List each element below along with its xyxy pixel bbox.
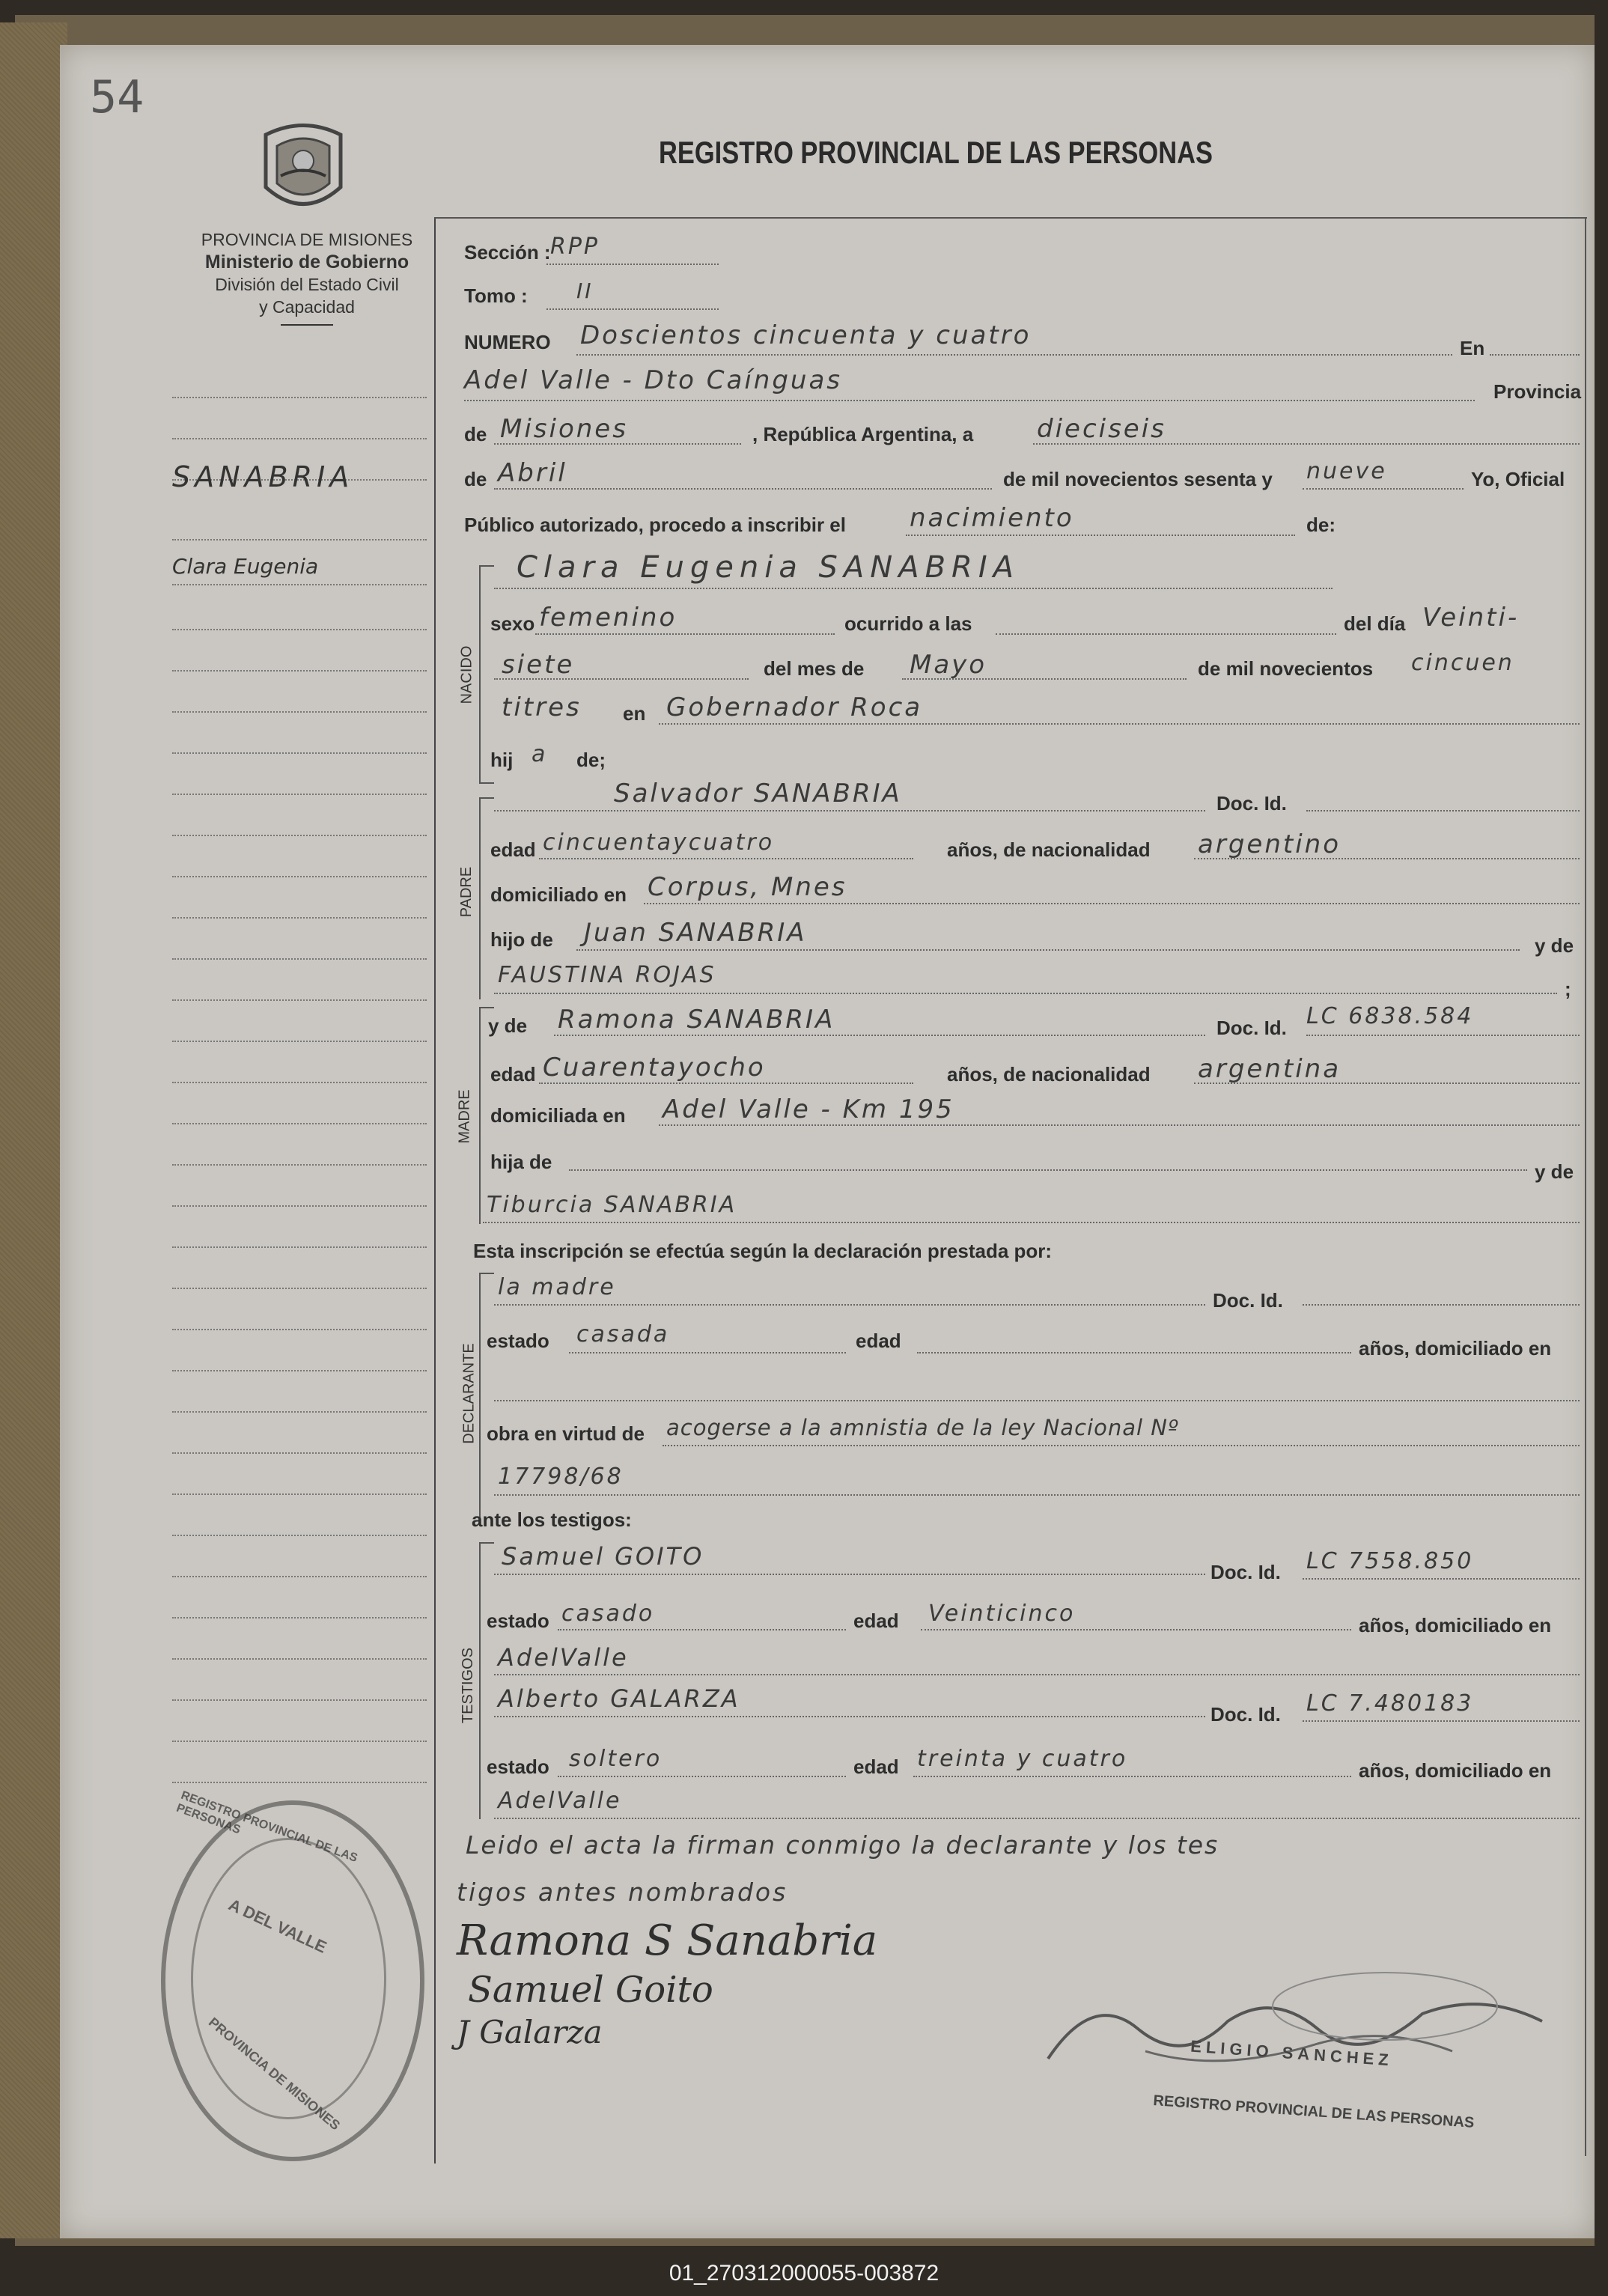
madre-section-label: MADRE [456,1089,473,1144]
testigo-1-doc-line [1303,1578,1580,1580]
padre-mother-line [494,993,1557,994]
acto-line [906,535,1295,536]
testigo-2-dom-label: años, domiciliado en [1359,1759,1552,1782]
testigo-1-edad-line [921,1629,1351,1630]
office-divider [281,324,333,326]
testigo-1-dom-label: años, domiciliado en [1359,1614,1552,1636]
madre-dom-value: Adel Valle - Km 195 [663,1094,954,1124]
day-of-birth-a: Veinti- [1422,603,1520,633]
testigo-2-dom-line [494,1818,1580,1819]
testigo-2-edad-label: edad [853,1756,899,1778]
margin-given-names: Clara Eugenia [172,554,319,579]
padre-doc-line [1306,810,1580,811]
testigo-2-edad: treinta y cuatro [917,1746,1128,1772]
de-colon-label: de: [1306,514,1336,536]
ocurrido-label: ocurrido a las [844,612,972,635]
mil-label: de mil novecientos [1198,657,1374,680]
madre-hija-label: hija de [490,1151,552,1173]
madre-doc-line [1306,1035,1580,1036]
declarante-doc-label: Doc. Id. [1213,1289,1283,1312]
stamp-ring-text: REGISTRO PROVINCIAL DE LAS PERSONAS [174,1788,359,1866]
closing-line-2: tigos antes nombrados [457,1878,788,1907]
padre-mother: FAUSTINA ROJAS [498,962,716,988]
padre-father: Juan SANABRIA [584,918,807,948]
declarante-obra-label: obra en virtud de [487,1422,645,1445]
declarante-edad-line [917,1352,1351,1353]
declarante-who-line [494,1304,1205,1306]
lugar-nacimiento: Gobernador Roca [666,692,923,722]
madre-y-de-label: y de [488,1014,528,1037]
padre-nac-label: años, de nacionalidad [947,838,1151,861]
page-title: REGISTRO PROVINCIAL DE LAS PERSONAS [659,135,1213,170]
issuing-office [150,228,464,326]
numero-line [576,354,1452,356]
official-registry-stamp: REGISTRO PROVINCIAL DE LAS PERSONAS [1152,2092,1475,2131]
madre-doc-value: LC 6838.584 [1306,1003,1474,1029]
testigo-2-dom: AdelValle [498,1788,622,1814]
seccion-line [546,264,719,265]
sexo-value: femenino [539,603,677,633]
margin-divider [434,217,436,2163]
declarante-bracket [479,1273,481,1520]
declarante-edad-label: edad [856,1330,901,1352]
oficial-label: Yo, Oficial [1471,468,1565,490]
testigo-1-edad: Veinticinco [928,1601,1076,1627]
padre-name-line [494,810,1205,811]
testigos-bracket [479,1542,481,1819]
nacido-bracket-bottom [479,782,494,784]
publico-label: Público autorizado, procedo a inscribir el [464,514,846,536]
mes-line [902,678,1187,680]
del-dia-label: del día [1344,612,1406,635]
anio-value-a: cincuen [1411,650,1514,676]
madre-edad-label: edad [490,1063,536,1085]
testigos-section-label: TESTIGOS [460,1647,477,1724]
year-label: de mil novecientos sesenta y [1003,468,1273,490]
signature-ramona: Ramona S Sanabria [457,1916,878,1965]
day-of-birth-b: siete [502,650,575,680]
place-value: Adel Valle - Dto Caínguas [464,365,842,395]
sexo-label: sexo [490,612,535,635]
en-label: En [1460,337,1485,359]
form-top-border [434,217,1587,219]
numero-label: NUMERO [464,331,551,353]
testigo-1-estado-line [558,1629,846,1630]
office-division: División del Estado Civil [215,275,399,294]
en-line [1490,354,1580,356]
testigo-2-name: Alberto GALARZA [498,1684,740,1713]
padre-edad-line [539,858,913,859]
day-line [1033,443,1580,445]
margin-surname: SANABRIA [172,460,354,493]
office-ministry: Ministerio de Gobierno [204,252,409,272]
official-name-stamp: ELIGIO SANCHEZ [1190,2036,1394,2070]
padre-semicolon: ; [1565,978,1571,1000]
numero-value: Doscientos cincuenta y cuatro [580,320,1032,350]
testigos-bracket-top [479,1542,494,1544]
testigo-2-doc-label: Doc. Id. [1210,1703,1281,1726]
place-line [464,400,1475,401]
madre-bracket [479,1007,481,1224]
madre-nac-line [1194,1082,1580,1084]
sexo-line [535,633,835,635]
hour-line [996,633,1336,635]
padre-doc-label: Doc. Id. [1216,792,1287,814]
testigo-2-doc-line [1303,1720,1580,1722]
declarante-dom-label: años, domiciliado en [1359,1337,1552,1359]
declarante-dom-line [494,1400,1580,1401]
hij-value: a [532,741,548,767]
declarante-bracket-top [479,1273,494,1274]
declarante-section-label: DECLARANTE [460,1343,478,1444]
testigos-intro: ante los testigos: [472,1508,632,1531]
testigo-1-doc-label: Doc. Id. [1210,1561,1281,1583]
provincia-value: Misiones [500,414,628,444]
nacido-bracket [479,565,481,782]
declarante-obra-value-2: 17798/68 [498,1464,624,1490]
madre-mother-line [483,1222,1580,1223]
declarante-obra-value: acogerse a la amnistia de la ley Nacional Nº [666,1415,1179,1440]
madre-nac-value: argentina [1198,1054,1341,1084]
declarante-obra-line-2 [494,1494,1580,1496]
signature-samuel: Samuel Goito [468,1969,713,2011]
office-province: PROVINCIA DE MISIONES [201,230,413,249]
provincia-line [494,443,741,445]
madre-nac-label: años, de nacionalidad [947,1063,1151,1085]
padre-edad-label: edad [490,838,536,861]
acto-value: nacimiento [910,503,1074,533]
padre-hijo-label: hijo de [490,928,553,951]
padre-dom-value: Corpus, Mnes [648,872,847,902]
en-label-2: en [623,702,646,725]
year-line [1303,488,1464,490]
year-value: nueve [1306,458,1387,484]
testigo-1-name: Samuel GOITO [502,1542,704,1571]
madre-edad-value: Cuarentayocho [543,1053,766,1082]
testigo-1-dom-line [494,1674,1580,1675]
image-filename: 01_270312000055-003872 [669,2261,939,2286]
testigo-2-edad-line [913,1776,1351,1777]
declarante-estado-label: estado [487,1330,549,1352]
padre-y-de-label: y de [1535,934,1574,957]
seccion-label: Sección : [464,241,551,264]
padre-nac-line [1194,858,1580,859]
madre-doc-label: Doc. Id. [1216,1017,1287,1039]
nacido-bracket-top [479,565,494,567]
declarante-estado-line [569,1352,846,1353]
madre-name-line [554,1035,1205,1036]
padre-dom-label: domiciliado en [490,883,627,906]
day-value: dieciseis [1037,414,1166,444]
testigo-2-estado-label: estado [487,1756,549,1778]
testigo-1-edad-label: edad [853,1610,899,1632]
declarante-who: la madre [498,1274,616,1300]
seccion-value: RPP [550,234,600,260]
closing-line-1: Leido el acta la firman conmigo la declarante y los tes [466,1830,1219,1860]
declarante-intro: Esta inscripción se efectúa según la declaración prestada por: [473,1240,1053,1262]
republica-label: , República Argentina, a [752,423,974,445]
testigo-2-estado-line [558,1776,846,1777]
padre-nac-value: argentino [1198,829,1341,859]
padre-dom-line [644,903,1580,904]
signature-galarza: J Galarza [457,2014,603,2050]
madre-name: Ramona SANABRIA [558,1005,835,1035]
madre-y-de-label-2: y de [1535,1160,1574,1183]
declarante-obra-line [663,1445,1580,1446]
hij-label: hij [490,749,514,771]
padre-name: Salvador SANABRIA [614,779,902,809]
office-capacity: y Capacidad [259,297,355,317]
padre-father-line [576,949,1520,951]
page-number: 54 [90,71,144,124]
child-name: Clara Eugenia SANABRIA [517,550,1020,585]
provincia-label: Provincia [1493,380,1582,403]
official-signature-icon [1033,1961,1557,2089]
padre-section-label: PADRE [458,866,475,918]
nacido-section-label: NACIDO [458,645,475,704]
de-label-2: de [464,468,487,490]
tomo-value: II [576,278,594,303]
testigo-1-estado: casado [561,1601,655,1627]
madre-edad-line [539,1082,913,1084]
testigo-2-estado: soltero [569,1746,663,1772]
madre-hija-line [569,1169,1527,1171]
testigo-1-estado-label: estado [487,1610,549,1632]
testigo-2-doc: LC 7.480183 [1306,1690,1474,1717]
month-line [494,488,992,490]
right-border [1585,217,1586,2156]
padre-edad-value: cincuentaycuatro [543,829,775,856]
stamp-center-text: A DEL VALLE [225,1895,330,1957]
testigo-2-name-line [494,1716,1205,1717]
testigo-1-dom: AdelValle [498,1643,629,1672]
declarante-doc-line [1303,1304,1580,1306]
padre-bracket [479,797,481,999]
child-name-line [494,588,1333,589]
padre-bracket-top [479,797,494,799]
madre-mother: Tiburcia SANABRIA [487,1192,737,1218]
provincial-coat-of-arms-icon [258,120,348,217]
tomo-line [546,308,719,310]
madre-dom-line [659,1124,1580,1126]
mes-label: del mes de [764,657,865,680]
tomo-label: Tomo : [464,284,528,307]
madre-dom-label: domiciliada en [490,1104,626,1127]
month-value: Abril [498,458,567,488]
book-spine [0,22,67,2238]
stamp-bottom-text: PROVINCIA DE MISIONES [205,2014,344,2134]
de-semicolon-label: de; [576,749,606,771]
declarante-estado-value: casada [576,1321,670,1348]
day-of-birth-line [494,678,749,680]
testigo-1-doc: LC 7558.850 [1306,1548,1474,1574]
testigo-1-name-line [494,1574,1205,1575]
lugar-line [659,723,1580,725]
anio-value-b: titres [502,692,582,722]
de-label: de [464,423,487,445]
madre-bracket-top [479,1007,494,1008]
mes-value: Mayo [910,650,987,680]
